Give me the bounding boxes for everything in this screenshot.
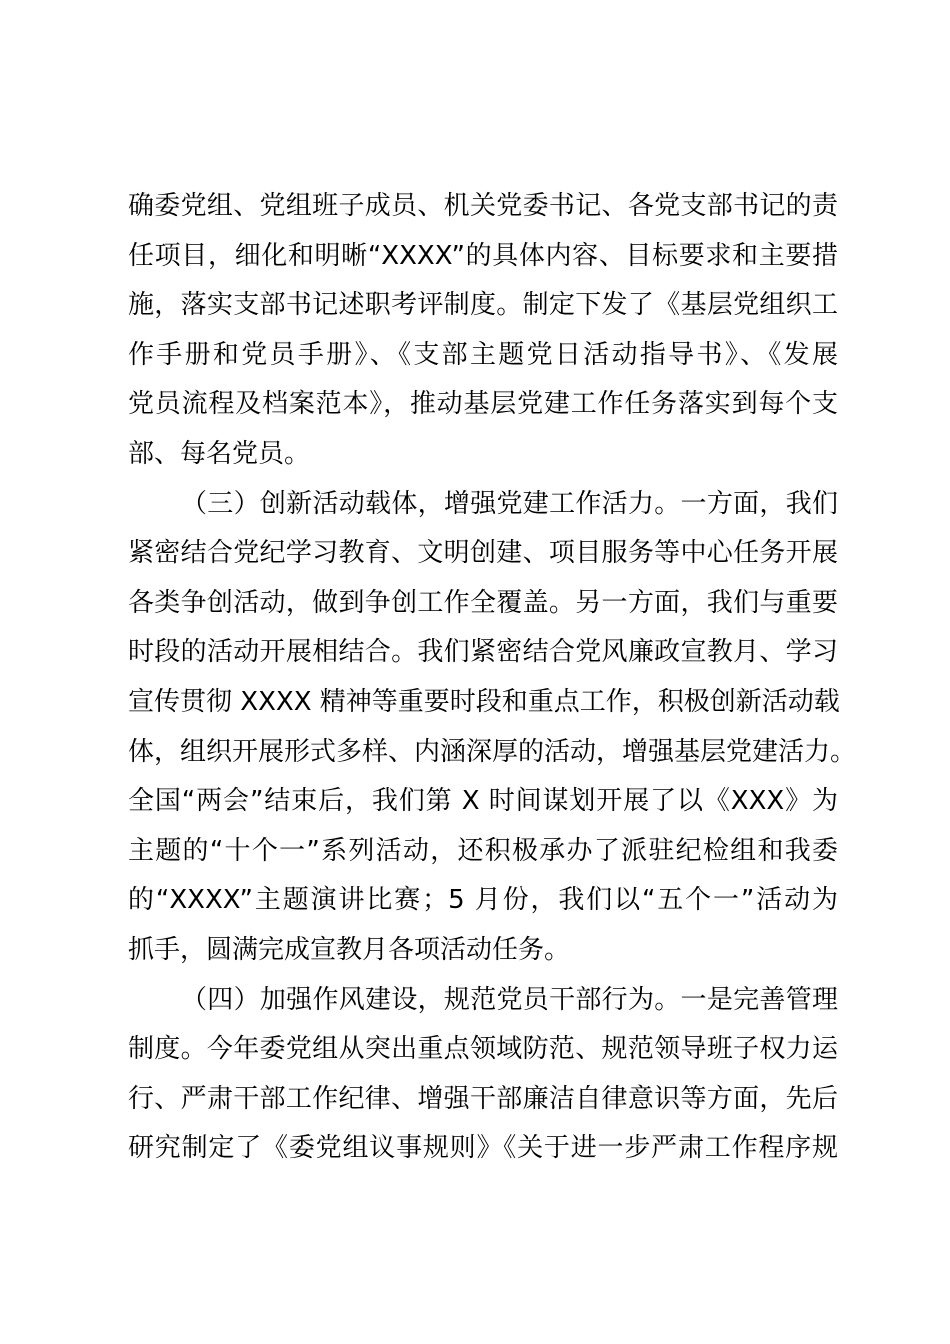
text-line: 抓手，圆满完成宣教月各项活动任务。 bbox=[128, 934, 571, 965]
paragraph-heading-line: （四）加强作风建设，规范党员干部行为。一是完善管理 bbox=[181, 984, 838, 1015]
text-line: 宣传贯彻 XXXX 精神等重要时段和重点工作，积极创新活动载 bbox=[128, 686, 840, 717]
text-line: 各类争创活动，做到争创工作全覆盖。另一方面，我们与重要 bbox=[128, 587, 838, 618]
text-line: 部、每名党员。 bbox=[128, 438, 311, 469]
text-line: 任项目，细化和明晰“XXXX”的具体内容、目标要求和主要措 bbox=[128, 240, 838, 271]
text-line: 党员流程及档案范本》，推动基层党建工作任务落实到每个支 bbox=[128, 389, 838, 420]
text-line: 全国“两会”结束后，我们第 X 时间谋划开展了以《XXX》为 bbox=[128, 786, 838, 817]
text-line: 时段的活动开展相结合。我们紧密结合党风廉政宣教月、学习 bbox=[128, 637, 838, 668]
text-line: 主题的“十个一”系列活动，还积极承办了派驻纪检组和我委 bbox=[128, 835, 838, 866]
text-line: 行、严肃干部工作纪律、增强干部廉洁自律意识等方面，先后 bbox=[128, 1083, 838, 1114]
text-line: 施，落实支部书记述职考评制度。制定下发了《基层党组织工 bbox=[128, 290, 838, 321]
text-line: 制度。今年委党组从突出重点领域防范、规范领导班子权力运 bbox=[128, 1034, 838, 1065]
document-body bbox=[128, 182, 857, 1174]
text-line: 确委党组、党组班子成员、机关党委书记、各党支部书记的责 bbox=[128, 191, 838, 221]
paragraph-heading-line: （三）创新活动载体，增强党建工作活力。一方面，我们 bbox=[181, 488, 838, 519]
text-line: 研究制定了《委党组议事规则》《关于进一步严肃工作程序规 bbox=[128, 1133, 838, 1164]
text-line: 的“XXXX”主题演讲比赛；5 月份，我们以“五个一”活动为 bbox=[128, 885, 838, 916]
text-line: 紧密结合党纪学习教育、文明创建、项目服务等中心任务开展 bbox=[128, 538, 838, 569]
text-line: 体，组织开展形式多样、内涵深厚的活动，增强基层党建活力。 bbox=[128, 736, 857, 767]
text-line: 作手册和党员手册》、《支部主题党日活动指导书》、《发展 bbox=[128, 339, 838, 370]
